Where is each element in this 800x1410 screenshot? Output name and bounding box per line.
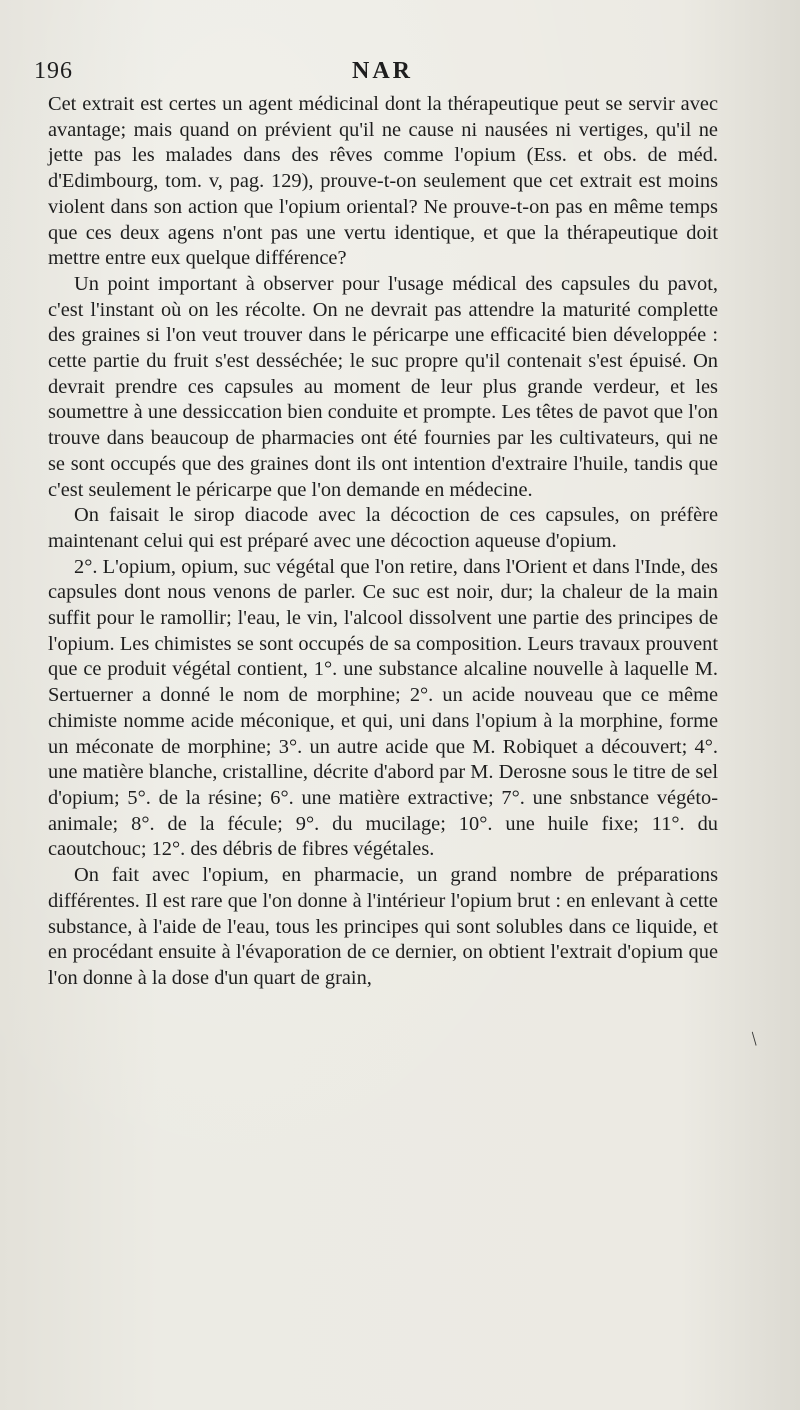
paragraph-2: Un point important à observer pour l'usage médical des capsules du pavot, c'est l'instant où on les récolte. On ne devrait pas attendre la maturité complette des graines si l'on veut trouver dans le péricarpe une efficacité bien développée : cette partie du fruit s'est desséchée; le suc propre qu'il contenait s'est épuisé. On devrait prendre ces capsules au moment de leur plus grande verdeur, et les soumettre à une dessiccation bien conduite et prompte. Les têtes de pavot que l'on trouve dans beaucoup de pharmacies ont été fournies par les cultivateurs, qui ne se sont occupés que des graines dont ils ont intention d'extraire l'huile, tandis que c'est seulement le péricarpe que l'on demande en médecine. <box>48 272 718 501</box>
paragraph-3: On faisait le sirop diacode avec la décoction de ces capsules, on préfère maintenant celui qui est préparé avec une décoction aqueuse d'opium. <box>48 504 718 552</box>
margin-pencil-mark: / <box>745 1028 764 1050</box>
body-text <box>48 92 718 992</box>
paragraph-5: On fait avec l'opium, en pharmacie, un grand nombre de préparations différentes. Il est rare que l'on donne à l'intérieur l'opium brut : en enlevant à cette substance, à l'aide de l'eau, tous les principes qui sont solubles dans ce liquide, et en procédant ensuite à l'évaporation de ce dernier, on obtient l'extrait d'opium que l'on donne à la dose d'un quart de grain, <box>48 864 718 989</box>
paragraph-1: Cet extrait est certes un agent médicinal dont la thérapeutique peut se servir avec avantage; mais quand on prévient qu'il ne cause ni nausées ni vertiges, qu'il ne jette pas les malades dans des rêves comme l'opium (Ess. et obs. de méd. d'Edimbourg, tom. v, pag. 129), prouve-t-on seulement que cet extrait est moins violent dans son action que l'opium oriental? Ne prouve-t-on pas en même temps que ces deux agens n'ont pas une vertu identique, et que la thérapeutique doit mettre entre eux quelque différence? <box>48 93 718 270</box>
running-title: NAR <box>352 58 413 84</box>
paragraph-4: 2°. L'opium, opium, suc végétal que l'on retire, dans l'Orient et dans l'Inde, des capsules dont nous venons de parler. Ce suc est noir, dur; la chaleur de la main suffit pour le ramollir; l'eau, le vin, l'alcool dissolvent une partie des principes de l'opium. Les chimistes se sont occupés de sa composition. Leurs travaux prouvent que ce produit végétal contient, 1°. une substance alcaline nouvelle à laquelle M. Sertuerner a donné le nom de morphine; 2°. un acide nouveau que ce même chimiste nomme acide méconique, et qui, uni dans l'opium à la morphine, forme un méconate de morphine; 3°. un autre acide que M. Robiquet a découvert; 4°. une matière blanche, cristalline, décrite d'abord par M. Derosne sous le titre de sel d'opium; 5°. de la résine; 6°. une matière extractive; 7°. une snbstance végéto-animale; 8°. de la fécule; 9°. du mucilage; 10°. une huile fixe; 11°. du caoutchouc; 12°. des débris de fibres végétales. <box>48 555 718 861</box>
page-number: 196 <box>34 58 73 84</box>
running-head <box>34 58 734 88</box>
